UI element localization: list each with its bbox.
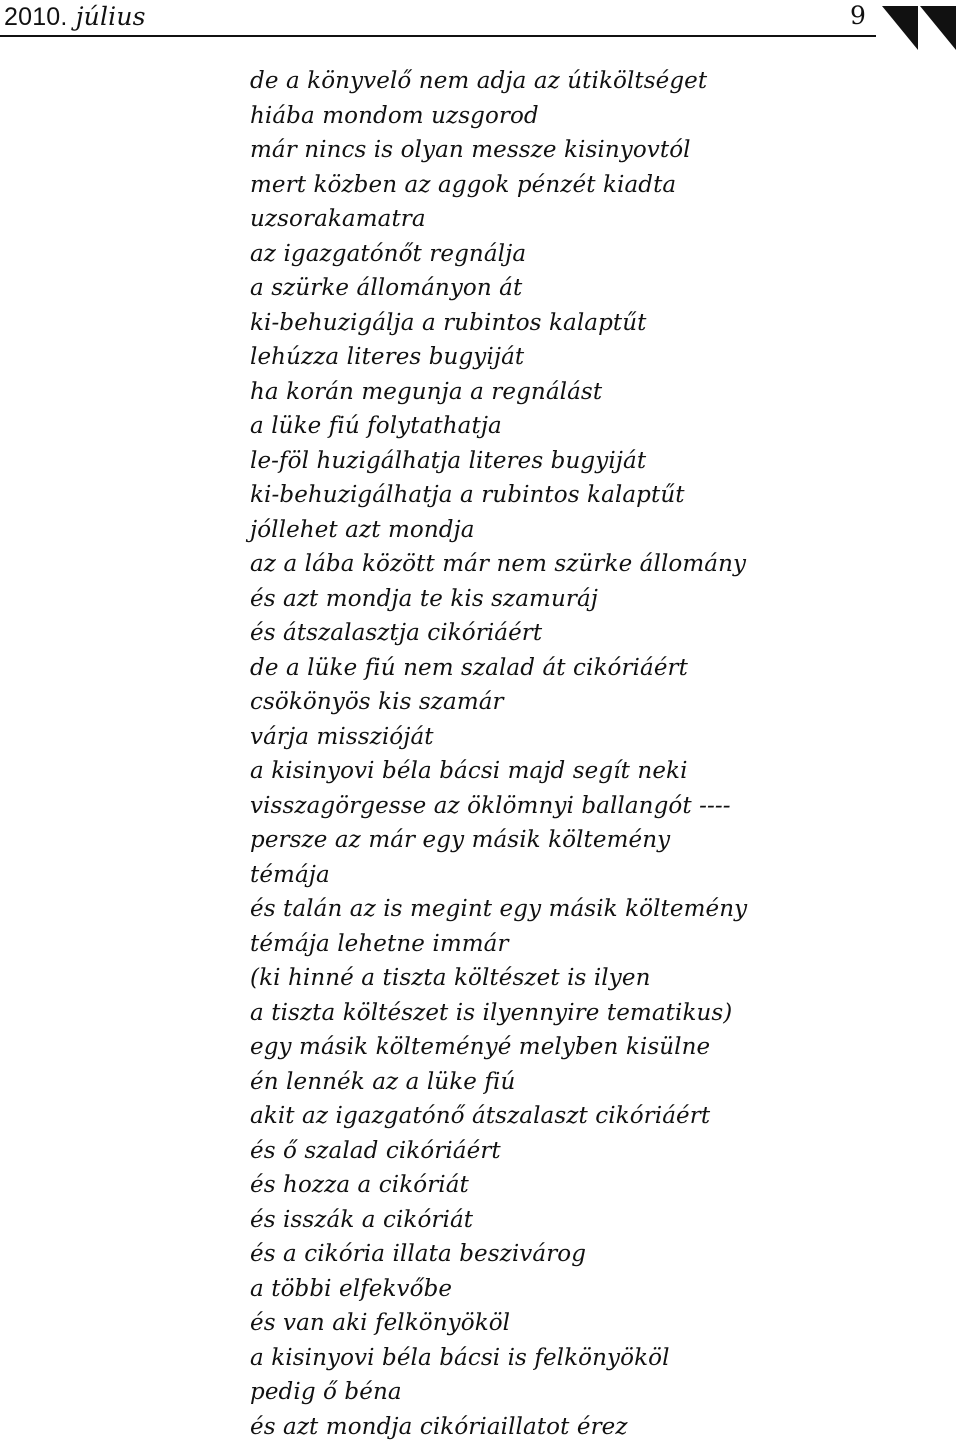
issue-month: július	[75, 2, 146, 31]
poem-line: jóllehet azt mondja	[250, 516, 475, 543]
poem-line: az a lába között már nem szürke állomány	[250, 551, 747, 577]
poem-line: a lüke fiú folytathatja	[250, 413, 502, 439]
poem-line: én lennék az a lüke fiú	[250, 1068, 516, 1095]
poem-line: és isszák a cikóriát	[250, 1206, 474, 1233]
poem-line: ki-behuzigálhatja a rubintos kalaptűt	[250, 482, 685, 508]
poem-line: a szürke állományon át	[250, 275, 523, 301]
poem-line: de a könyvelő nem adja az útiköltséget	[250, 68, 708, 94]
logo-triangle-left	[882, 6, 918, 50]
poem-line: lehúzza literes bugyiját	[250, 344, 525, 370]
poem-line: az igazgatónőt regnálja	[250, 240, 527, 267]
poem-line: le-föl huzigálhatja literes bugyiját	[250, 447, 647, 474]
poem-line: a kisinyovi béla bácsi is felkönyököl	[250, 1344, 670, 1371]
poem-line: témája lehetne immár	[250, 930, 509, 957]
poem-line: csökönyös kis szamár	[250, 689, 504, 715]
poem-line: (ki hinné a tiszta költészet is ilyen	[250, 965, 651, 991]
poem-text	[250, 64, 747, 1444]
poem-line: témája	[250, 861, 330, 888]
poem-line: ki-behuzigálja a rubintos kalaptűt	[250, 309, 647, 336]
poem-line: és talán az is megint egy másik költemény	[250, 896, 748, 922]
poem-line: és azt mondja te kis szamuráj	[250, 585, 599, 612]
header-rule	[0, 35, 876, 37]
issue-year: 2010.	[4, 3, 68, 31]
poem-line: de a lüke fiú nem szalad át cikóriáért	[250, 654, 688, 681]
double-triangle-logo-icon	[882, 6, 956, 50]
logo-triangle-right	[920, 6, 956, 50]
poem-line: akit az igazgatónő átszalaszt cikóriáért	[250, 1103, 711, 1129]
poem-line: a többi elfekvőbe	[250, 1275, 453, 1302]
page-header	[0, 0, 960, 48]
page-number: 9	[850, 1, 866, 30]
poem-line: és átszalasztja cikóriáért	[250, 620, 543, 646]
poem-line: egy másik költeményé melyben kisülne	[250, 1034, 711, 1060]
poem-line: és hozza a cikóriát	[250, 1172, 469, 1198]
poem-line: a kisinyovi béla bácsi majd segít neki	[250, 758, 688, 784]
poem-line: és azt mondja cikóriaillatot érez	[250, 1413, 628, 1440]
poem-line: ha korán megunja a regnálást	[250, 378, 603, 405]
poem-line: már nincs is olyan messze kisinyovtól	[250, 137, 691, 163]
poem-line: persze az már egy másik költemény	[250, 827, 671, 853]
poem-line: és ő szalad cikóriáért	[250, 1137, 501, 1164]
issue-date	[4, 2, 146, 32]
poem-line: és a cikória illata beszivárog	[250, 1241, 587, 1267]
poem-line: a tiszta költészet is ilyennyire tematikus)	[250, 999, 733, 1026]
poem-line: visszagörgesse az öklömnyi ballangót ----	[250, 792, 731, 819]
poem-line: és van aki felkönyököl	[250, 1310, 511, 1336]
poem-line: várja misszióját	[250, 723, 434, 750]
poem-line: pedig ő béna	[250, 1379, 402, 1405]
poem-line: uzsorakamatra	[250, 206, 426, 232]
poem-line: hiába mondom uzsgorod	[250, 102, 539, 129]
poem-line: mert közben az aggok pénzét kiadta	[250, 171, 677, 198]
